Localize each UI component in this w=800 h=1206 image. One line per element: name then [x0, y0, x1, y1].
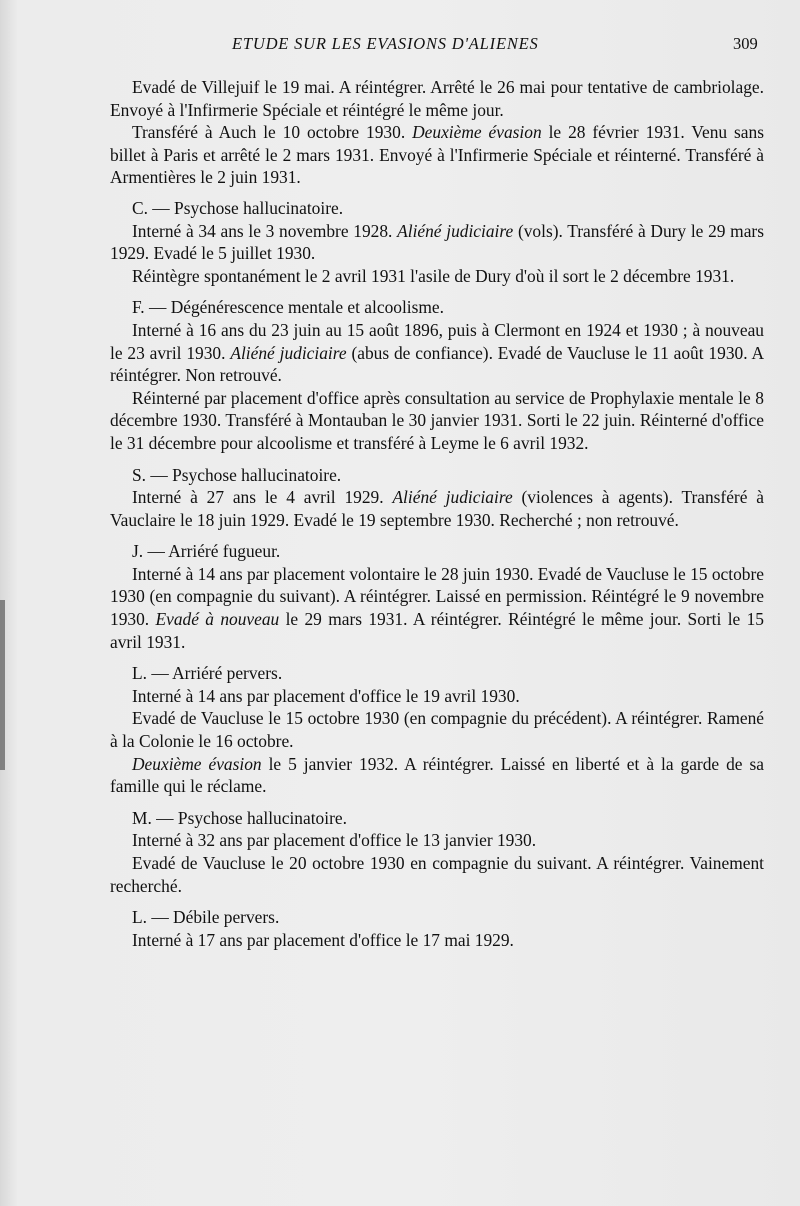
running-title: ETUDE SUR LES EVASIONS D'ALIENES [232, 34, 539, 53]
text-run: le 5 janvier 1932. A réintégrer. Laissé en liberté et à la garde de sa famille qui le réclame. [110, 753, 764, 797]
text-run: (abus de confiance). Evadé de Vaucluse le 11 août 1930. A réintégrer. Non retrouvé. [110, 342, 765, 386]
page-body [110, 76, 764, 951]
case-j-paragraph-1 [110, 563, 764, 653]
page-binding-shadow [0, 600, 5, 770]
case-c-paragraph-1 [110, 220, 764, 265]
text-run: Interné à 14 ans par placement volontaire le 28 juin 1930. Evadé de Vaucluse le 15 octobre 1930 (en compagnie du suivant). A réintégrer. Laissé en permission. Réintégré le 9 novembre 1930. [110, 563, 764, 630]
text-run: Transféré à Auch le 10 octobre 1930. [132, 122, 406, 143]
text-run: Interné à 27 ans le 4 avril 1929. [132, 487, 384, 508]
text-run: le 28 février 1931. Venu sans billet à Paris et arrêté le 2 mars 1931. Envoyé à l'Infirmerie Spéciale et réinterné. Transféré à Armentières le 2 juin 1931. [110, 122, 764, 188]
italic-run: Aliéné judiciaire [397, 220, 514, 241]
case-heading-m: M. — Psychose hallucinatoire. [132, 807, 347, 828]
page-number: 309 [733, 34, 758, 53]
page-header [0, 34, 800, 56]
case-s-paragraph-1 [110, 486, 764, 531]
case-c-paragraph-2: Réintègre spontanément le 2 avril 1931 l'asile de Dury d'où il sort le 2 décembre 1931. [132, 265, 735, 286]
italic-run: Evadé à nouveau [155, 609, 280, 630]
case-l1-paragraph-3 [110, 753, 764, 798]
text-run: (violences à agents). Transféré à Vauclaire le 18 juin 1929. Evadé le 19 septembre 1930. Recherché ; non retrouvé. [110, 487, 764, 530]
case-heading-j: J. — Arriéré fugueur. [132, 541, 281, 562]
case-l1-paragraph-2: Evadé de Vaucluse le 15 octobre 1930 (en compagnie du précédent). A réintégrer. Ramené à la Colonie le 16 octobre. [110, 708, 764, 752]
case-l1-paragraph-1: Interné à 14 ans par placement d'office le 19 avril 1930. [132, 685, 520, 706]
case-heading-s: S. — Psychose hallucinatoire. [132, 464, 342, 485]
italic-run: Deuxième évasion [412, 122, 542, 143]
case-f-paragraph-2: Réinterné par placement d'office après consultation au service de Prophylaxie mentale le 8 décembre 1930. Transféré à Montauban le 30 janvier 1931. Sorti le 22 juin. Réinterné d'office le 31 décembre pour alcoolisme et transféré à Leyme le 6 avril 1932. [110, 387, 764, 453]
italic-run: Aliéné judiciaire [230, 342, 347, 363]
intro-paragraph-2 [110, 121, 764, 189]
case-heading-c: C. — Psychose hallucinatoire. [132, 197, 344, 218]
case-heading-l1: L. — Arriéré pervers. [132, 663, 283, 684]
case-heading-l2: L. — Débile pervers. [132, 907, 280, 928]
case-f-paragraph-1 [110, 319, 764, 387]
case-l2-paragraph-1: Interné à 17 ans par placement d'office le 17 mai 1929. [132, 929, 514, 950]
case-m-paragraph-1: Interné à 32 ans par placement d'office le 13 janvier 1930. [132, 830, 537, 851]
case-m-paragraph-2: Evadé de Vaucluse le 20 octobre 1930 en compagnie du suivant. A réintégrer. Vainement recherché. [110, 853, 764, 896]
text-run: Interné à 16 ans du 23 juin au 15 août 1896, puis à Clermont en 1924 et 1930 ; à nouveau le 23 avril 1930. [110, 319, 764, 363]
italic-run: Aliéné judiciaire [392, 487, 513, 508]
case-heading-f: F. — Dégénérescence mentale et alcoolisme. [132, 297, 444, 318]
text-run: Interné à 34 ans le 3 novembre 1928. [132, 220, 393, 241]
text-run: (vols). Transféré à Dury le 29 mars 1929. Evadé le 5 juillet 1930. [110, 220, 764, 264]
text-run: le 29 mars 1931. A réintégrer. Réintégré le même jour. Sorti le 15 avril 1931. [110, 609, 764, 652]
italic-run: Deuxième évasion [132, 753, 262, 774]
intro-paragraph-1: Evadé de Villejuif le 19 mai. A réintégrer. Arrêté le 26 mai pour tentative de cambriolage. Envoyé à l'Infirmerie Spéciale et réintégré le même jour. [110, 77, 764, 120]
